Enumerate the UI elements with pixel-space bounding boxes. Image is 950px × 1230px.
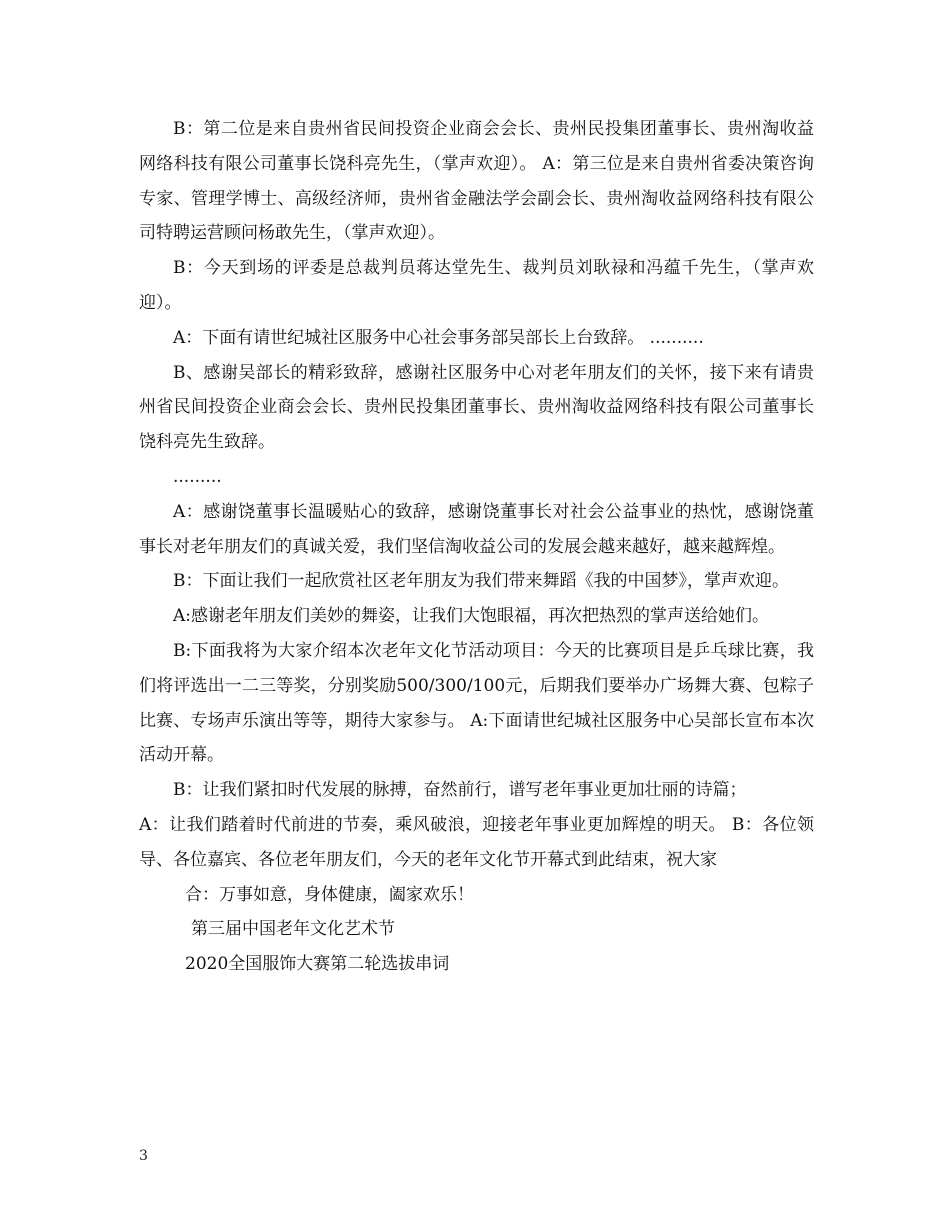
paragraph-thanks-rao: A：感谢饶董事长温暖贴心的致辞，感谢饶董事长对社会公益事业的热忱，感谢饶董事长对老年朋友们的真诚关爱，我们坚信淘收益公司的发展会越来越好，越来越辉煌。 (139, 501, 814, 557)
paragraph-activities: B:下面我将为大家介绍本次老年文化节活动项目：今天的比赛项目是乒乓球比赛，我们将评选出一二三等奖，分别奖励500/300/100元，后期我们要举办广场舞大赛、包粽子比赛、专场声乐演出等等，期待大家参与。 A:下面请世纪城社区服务中心吴部长宣布本次活动开幕。 (139, 640, 814, 766)
paragraph-together: 合：万事如意，身体健康，阖家欢乐！ (185, 884, 474, 905)
document-body (139, 112, 814, 982)
paragraph-closing-a: A：让我们踏着时代前进的节奏，乘风破浪，迎接老年事业更加辉煌的明天。 B：各位领导、各位嘉宾、各位老年朋友们，今天的老年文化节开幕式到此结束，祝大家 (139, 814, 814, 870)
paragraph-closing-b: B：让我们紧扣时代发展的脉搏，奋然前行，谱写老年事业更加壮丽的诗篇； (173, 780, 747, 801)
paragraph-next-title: 2020全国服饰大赛第二轮选拔串词 (185, 954, 450, 975)
paragraph-invite-speech: A：下面有请世纪城社区服务中心社会事务部吴部长上台致辞。 .......... (173, 327, 704, 348)
paragraph-judges: B：今天到场的评委是总裁判员蒋达堂先生、裁判员刘耿禄和冯蕴千先生，（掌声欢迎）。 (139, 258, 814, 313)
paragraph-thanks-wu: B、感谢吴部长的精彩致辞，感谢社区服务中心对老年朋友们的关怀，接下来有请贵州省民间投资企业商会会长、贵州民投集团董事长、贵州淘收益网络科技有限公司董事长饶科亮先生致辞。 (139, 362, 814, 453)
paragraph-speakers-intro: B：第二位是来自贵州省民间投资企业商会会长、贵州民投集团董事长、贵州淘收益网络科技有限公司董事长饶科亮先生，（掌声欢迎）。 A：第三位是来自贵州省委决策咨询专家、管理学博士、高级经济师，贵州省金融法学会副会长、贵州淘收益网络科技有限公司特聘运营顾问杨敢先生，（掌声欢迎）。 (139, 119, 814, 244)
paragraph-dance-thanks: A:感谢老年朋友们美妙的舞姿，让我们大饱眼福，再次把热烈的掌声送给她们。 (173, 606, 770, 627)
page-number: 3 (139, 1148, 148, 1164)
paragraph-ellipsis: ......... (173, 466, 222, 487)
paragraph-dance: B：下面让我们一起欣赏社区老年朋友为我们带来舞蹈《我的中国梦》，掌声欢迎。 (173, 571, 789, 592)
paragraph-festival-title: 第三届中国老年文化艺术节 (191, 919, 395, 940)
